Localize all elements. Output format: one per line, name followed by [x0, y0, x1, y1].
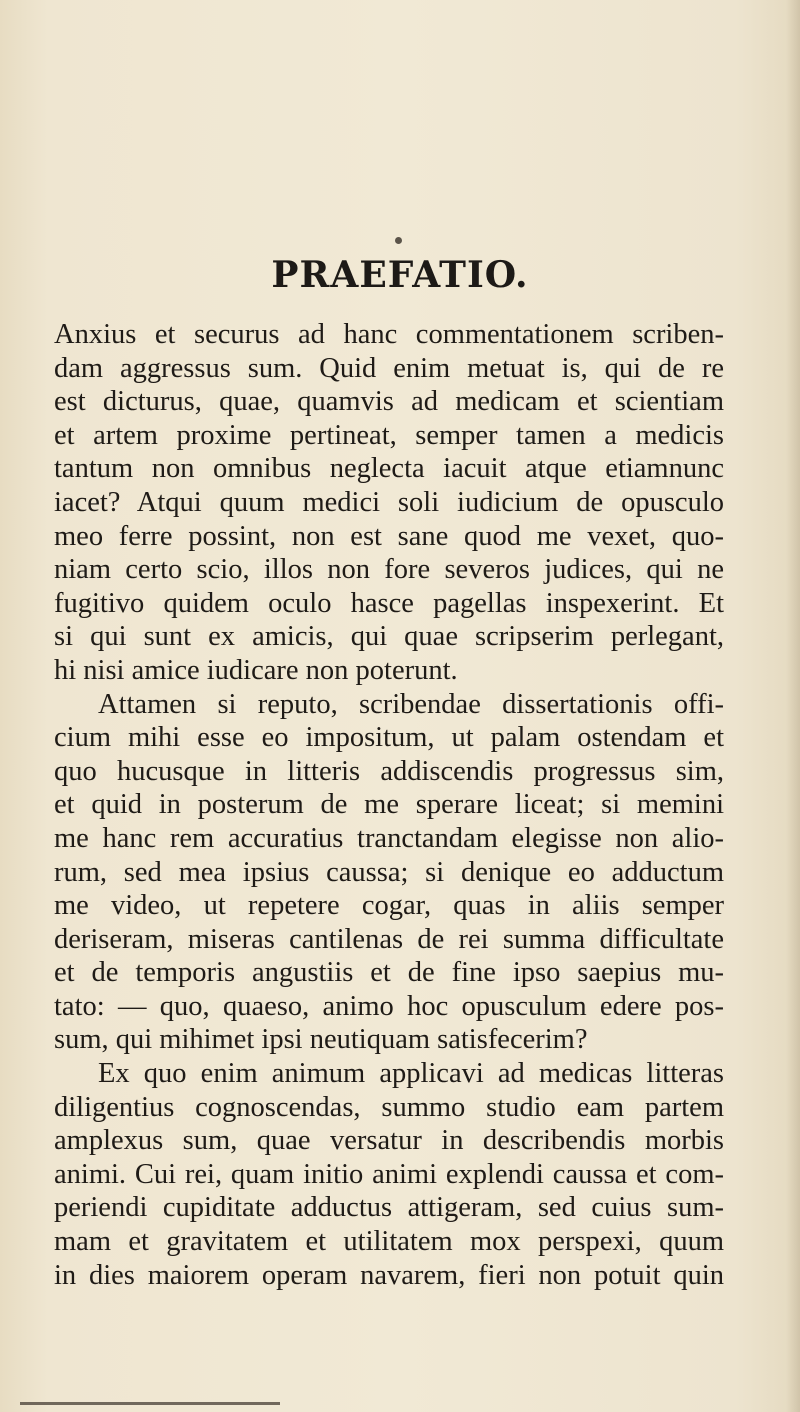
- text-line: tantum non omnibus neglecta iacuit atque etiamnunc: [54, 453, 724, 485]
- text-line: fugitivo quidem oculo hasce pagellas inspexerint. Et: [54, 587, 724, 619]
- text-line: animi. Cui rei, quam initio animi explendi caussa et com-: [54, 1158, 724, 1190]
- paragraph-1: [54, 318, 724, 688]
- page-edge-shadow: [786, 0, 800, 1412]
- text-line: Ex quo enim animum applicavi ad medicas litteras: [98, 1058, 724, 1090]
- text-line: periendi cupiditate adductus attigeram, sed cuius sum-: [54, 1192, 724, 1224]
- text-line: deriseram, miseras cantilenas de rei summa difficultate: [54, 923, 724, 955]
- text-line: est dicturus, quae, quamvis ad medicam et scientiam: [54, 386, 724, 418]
- text-line: et artem proxime pertineat, semper tamen a medicis: [54, 419, 724, 451]
- text-line: et de temporis angustiis et de fine ipso saepius mu-: [54, 957, 724, 989]
- paragraph-2: [54, 688, 724, 1058]
- ornament-mark: [395, 237, 402, 244]
- text-line: amplexus sum, quae versatur in describendis morbis: [54, 1125, 724, 1157]
- text-line: me video, ut repetere cogar, quas in aliis semper: [54, 890, 724, 922]
- bottom-rule: [20, 1402, 280, 1405]
- text-line: hi nisi amice iudicare non poterunt.: [54, 654, 458, 686]
- page-title: PRAEFATIO.: [271, 254, 529, 296]
- text-line: meo ferre possint, non est sane quod me vexet, quo-: [54, 520, 724, 552]
- text-line: quo hucusque in litteris addiscendis progressus sim,: [54, 755, 724, 787]
- text-line: rum, sed mea ipsius caussa; si denique eo adductum: [54, 856, 724, 888]
- text-line: Anxius et securus ad hanc commentationem scriben-: [54, 319, 724, 350]
- text-line: mam et gravitatem et utilitatem mox perspexi, quum: [54, 1226, 724, 1258]
- text-line: me hanc rem accuratius tranctandam elegisse non alio-: [54, 822, 724, 854]
- text-line: in dies maiorem operam navarem, fieri non potuit quin: [54, 1259, 724, 1291]
- text-line: et quid in posterum de me sperare liceat; si memini: [54, 789, 724, 821]
- text-line: Attamen si reputo, scribendae dissertationis offi-: [98, 688, 724, 720]
- text-line: iacet? Atqui quum medici soli iudicium de opusculo: [54, 486, 724, 518]
- text-line: tato: — quo, quaeso, animo hoc opusculum edere pos-: [54, 990, 724, 1022]
- text-line: diligentius cognoscendas, summo studio eam partem: [54, 1091, 724, 1123]
- paragraph-3: [54, 1057, 724, 1292]
- body-text: [54, 318, 724, 1292]
- text-line: niam certo scio, illos non fore severos judices, qui ne: [54, 554, 724, 586]
- text-line: dam aggressus sum. Quid enim metuat is, qui de re: [54, 352, 724, 384]
- text-line: sum, qui mihimet ipsi neutiquam satisfecerim?: [54, 1024, 588, 1056]
- text-line: cium mihi esse eo impositum, ut palam ostendam et: [54, 722, 724, 754]
- text-line: si qui sunt ex amicis, qui quae scripserim perlegant,: [54, 621, 724, 653]
